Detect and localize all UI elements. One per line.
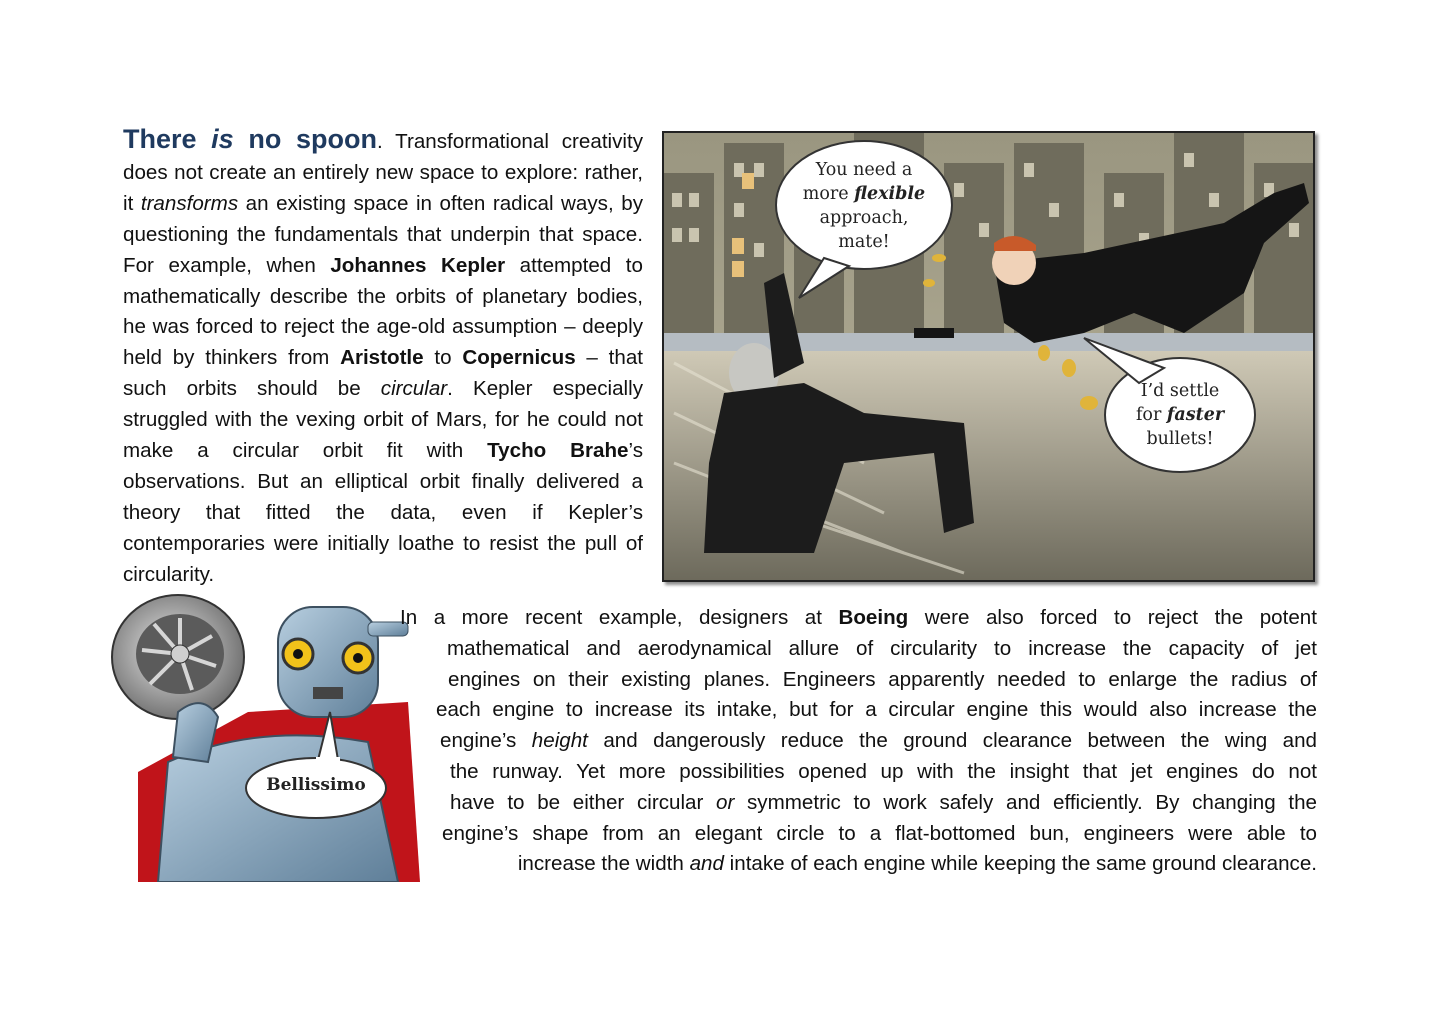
text-line: mathematical and aerodynamical allure of circularity to increase the capacity of jet xyxy=(447,636,1317,660)
text-line: engines on their existing planes. Engineers apparently needed to enlarge the radius of xyxy=(448,667,1317,691)
text-line: have to be either circular or symmetric to work safely and efficiently. By changing the xyxy=(450,790,1317,814)
text-line: the runway. Yet more possibilities opened up with the insight that jet engines do not xyxy=(450,759,1317,783)
speech-bubble-flexible: You need a more flexible approach, mate! xyxy=(802,160,926,252)
matrix-comic-illustration xyxy=(662,131,1315,582)
section-title: There is no spoon xyxy=(123,124,377,154)
text-line: each engine to increase its intake, but for a circular engine this would also increase the xyxy=(436,698,1317,722)
text-line: increase the width and intake of each engine while keeping the same ground clearance. xyxy=(517,852,1317,876)
paragraph-spoon: There is no spoon. Transformational creativity does not create an entirely new space to explore: rather, it transforms an existing space in often radical ways, by questioning the fundamentals that underpin that space. For example, when Johannes Kepler attempted to mathematically describe the orbits of planetary bodies, he was forced to reject the age-old assumption – deeply held by thinkers from Aristotle to Copernicus – that such orbits should be circular. Kepler especially struggled with the vexing orbit of Mars, for he could not make a circular orbit fit with Tycho Brahe’s observations. But an elliptical orbit finally delivered a theory that fitted the data, even if Kepler’s contemporaries were initially loathe to resist the pull of circularity. xyxy=(123,124,644,586)
text-line: In a more recent example, designers at Boeing were also forced to reject the potent xyxy=(400,606,1317,629)
text-line: engine’s shape from an elegant circle to a flat-bottomed bun, engineers were able to xyxy=(442,821,1317,845)
paragraph-boeing xyxy=(400,603,1317,880)
robot-speech-bubble: Bellissimo xyxy=(266,775,366,795)
robot-with-engine-illustration xyxy=(108,592,428,882)
speech-bubble-faster: I’d settle for faster bullets! xyxy=(1135,381,1225,449)
text-line: engine’s height and dangerously reduce the ground clearance between the wing and xyxy=(440,729,1317,753)
